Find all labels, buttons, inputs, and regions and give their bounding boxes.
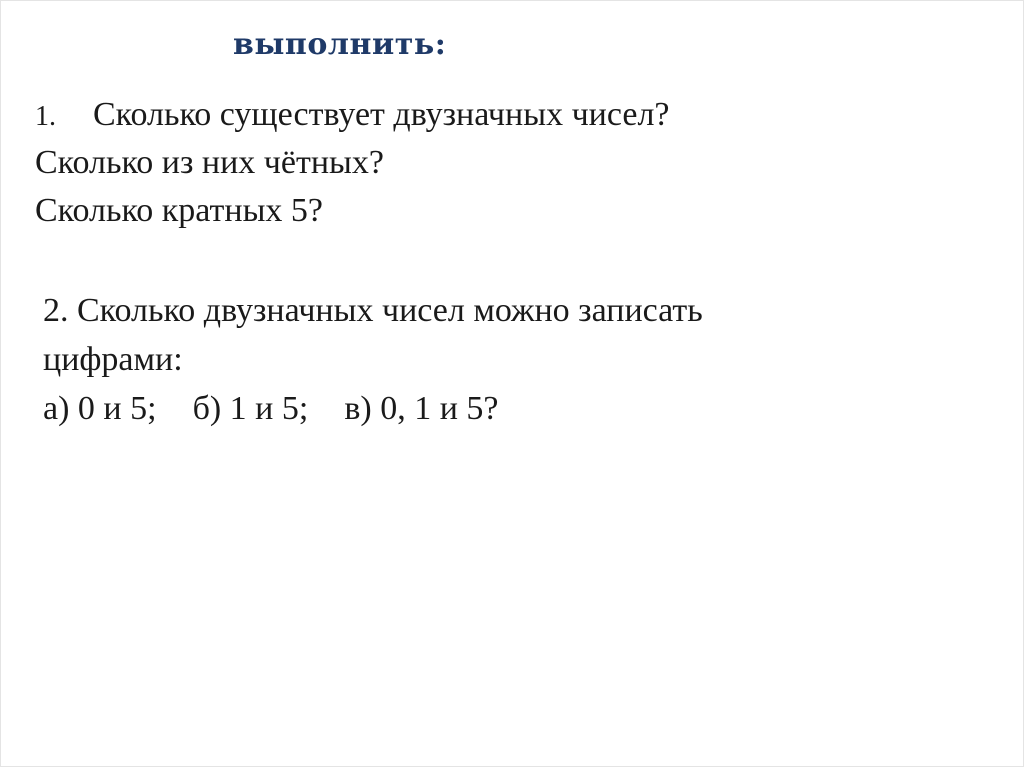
task2-line2: цифрами:	[43, 341, 183, 378]
task2-options	[43, 389, 499, 429]
task1-line1	[35, 95, 670, 137]
task2-line1: 2. Сколько двузначных чисел можно записать	[43, 292, 703, 329]
task2-option-b: б) 1 и 5;	[192, 390, 309, 427]
slide-title: выполнить:	[233, 27, 447, 62]
task2-option-c: в) 0, 1 и 5?	[344, 390, 499, 427]
task1-question1: Сколько существует двузначных чисел?	[93, 96, 670, 133]
task2-option-a: а) 0 и 5;	[43, 390, 157, 427]
task1-question2: Сколько из них чётных?	[35, 144, 384, 181]
task1-question3: Сколько кратных 5?	[35, 192, 324, 229]
task1-number: 1.	[35, 101, 56, 132]
